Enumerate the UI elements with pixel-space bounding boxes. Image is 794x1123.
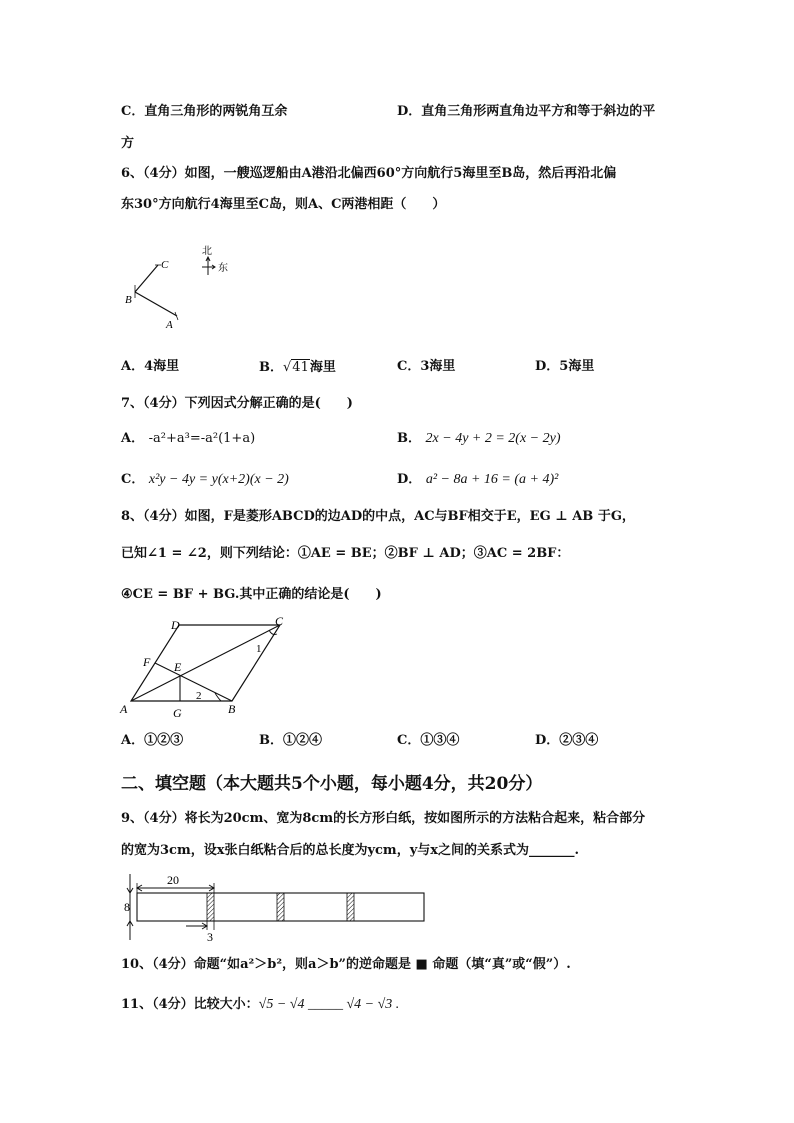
q6-option-c: C．3海里 bbox=[397, 359, 456, 374]
q8-stem-line3: ④CE = BF + BG.其中正确的结论是( ) bbox=[121, 587, 382, 602]
q10-stem: 10、（4分）命题“如a²＞b²，则a＞b”的逆命题是 ■ 命题（填“真”或“假”）. bbox=[121, 957, 571, 972]
q7-stem: 7、（4分）下列因式分解正确的是( ) bbox=[121, 396, 353, 411]
q7-option-c: C． x²y − 4y = y(x+2)(x − 2) bbox=[121, 472, 289, 487]
q6-option-d: D．5海里 bbox=[535, 359, 595, 374]
q7-option-d: D． a² − 8a + 16 = (a + 4)² bbox=[397, 472, 559, 487]
overlap-label: 3 bbox=[207, 930, 213, 944]
q8-option-c: C．①③④ bbox=[397, 733, 460, 748]
q11-stem: 11、（4分）比较大小：√5 − √4 _____ √4 − √3 . bbox=[121, 997, 400, 1012]
q6-option-b: B．√41海里 bbox=[259, 360, 336, 375]
q7-option-a: A． -a²+a³=-a²(1+a) bbox=[121, 431, 256, 446]
q6-stem-line1: 6、（4分）如图，一艘巡逻船由A港沿北偏西60°方向航行5海里至B岛，然后再沿北偏 bbox=[121, 166, 617, 181]
q9-paper-strip-figure bbox=[118, 868, 438, 946]
q5-option-d-cont: 方 bbox=[121, 136, 135, 151]
point-b-label: B bbox=[228, 702, 236, 716]
q8-option-d: D．②③④ bbox=[535, 733, 599, 748]
compass-north-label: 北 bbox=[202, 246, 212, 257]
angle-1-label: 1 bbox=[256, 643, 262, 655]
point-c-label: C bbox=[275, 614, 284, 628]
q8-option-a: A．①②③ bbox=[121, 733, 184, 748]
length-label: 20 bbox=[167, 873, 179, 887]
radicand: 41 bbox=[292, 360, 309, 375]
q6-stem-line2: 东30°方向航行4海里至C岛，则A、C两港相距（ ） bbox=[121, 197, 446, 212]
point-c-label: C bbox=[161, 259, 169, 271]
q5-option-c: C．直角三角形的两锐角互余 bbox=[121, 104, 288, 119]
q11-expression: √5 − √4 _____ √4 − √3 . bbox=[258, 997, 400, 1012]
compass-east-label: 东 bbox=[218, 263, 228, 274]
q7-option-b: B． 2x − 4y + 2 = 2(x − 2y) bbox=[397, 431, 561, 446]
point-e-label: E bbox=[174, 660, 182, 674]
q9-stem-line1: 9、（4分）将长为20cm、宽为8cm的长方形白纸，按如图所示的方法粘合起来，粘合部分 bbox=[121, 811, 646, 826]
q9-stem-line2: 的宽为3cm，设x张白纸粘合后的总长度为ycm，y与x之间的关系式为_______. bbox=[121, 843, 580, 858]
width-label: 8 bbox=[124, 900, 130, 914]
section-heading: 二、填空题（本大题共5个小题，每小题4分，共20分） bbox=[121, 774, 543, 794]
q8-option-b: B．①②④ bbox=[259, 733, 322, 748]
q6-option-a: A．4海里 bbox=[121, 359, 180, 374]
q8-stem-line2: 已知∠1 = ∠2，则下列结论：①AE = BE；②BF ⊥ AD；③AC = 2BF： bbox=[121, 546, 570, 561]
q5-option-d: D．直角三角形两直角边平方和等于斜边的平 bbox=[397, 104, 656, 119]
point-a-label: A bbox=[166, 319, 173, 331]
point-b-label: B bbox=[125, 294, 132, 306]
point-d-label: D bbox=[171, 618, 180, 632]
q8-stem-line1: 8、（4分）如图，F是菱形ABCD的边AD的中点，AC与BF相交于E，EG ⊥ AB 于G， bbox=[121, 509, 635, 524]
q8-rhombus-figure bbox=[115, 610, 300, 725]
q6-figure bbox=[120, 240, 240, 335]
point-a-label: A bbox=[120, 702, 128, 716]
angle-2-label: 2 bbox=[196, 690, 202, 702]
point-g-label: G bbox=[173, 706, 182, 720]
point-f-label: F bbox=[143, 655, 151, 669]
